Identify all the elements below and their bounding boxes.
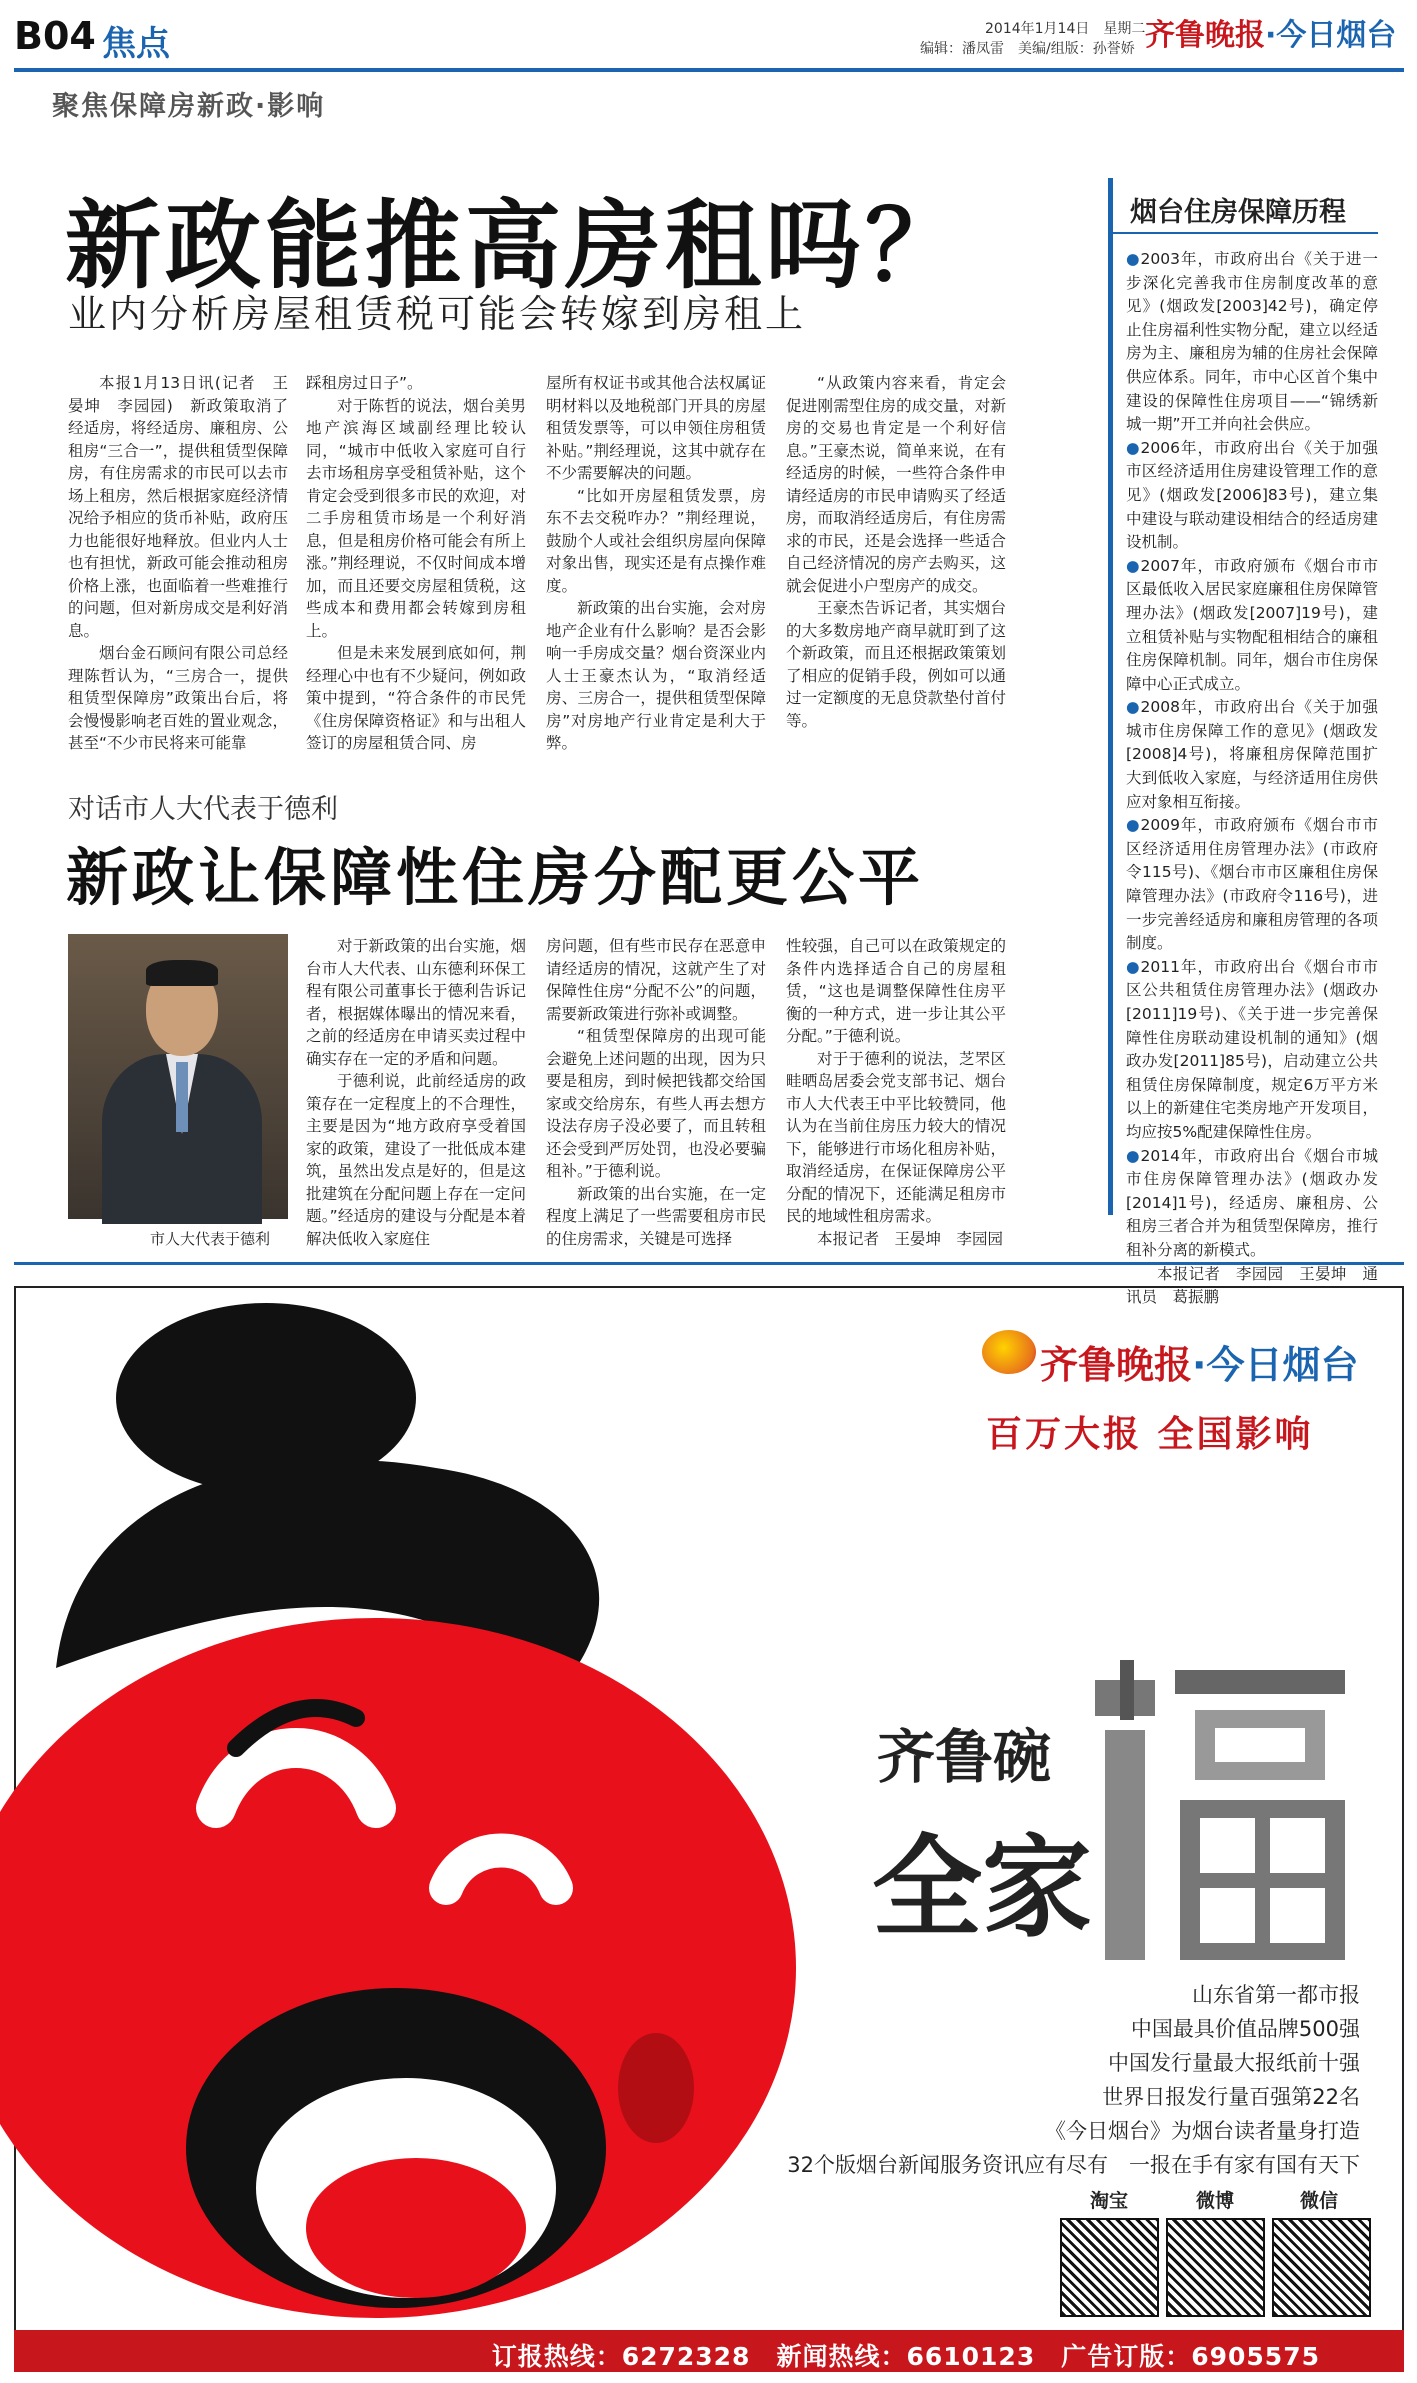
paragraph: 性较强，自己可以在政策规定的条件内选择适合自己的房屋租赁，“这也是调整保障性住房平衡的一种方式，进一步让其公平分配。”于德利说。 bbox=[786, 937, 1006, 1045]
timeline-item: ●2007年，市政府颁布《烟台市市区最低收入居民家庭廉租住房保障管理办法》(烟政发[2007]19号)，建立租赁补贴与实物配租相结合的廉租住房保障机制。同年，烟台市住房保障中心正式成立。 bbox=[1126, 556, 1378, 693]
sidebar-accent bbox=[1108, 178, 1113, 1215]
masthead-brand bbox=[1145, 10, 1396, 54]
taobao-qr-code-icon[interactable] bbox=[1060, 2218, 1159, 2317]
paragraph: 王豪杰告诉记者，其实烟台的大多数房地产商早就盯到了这个新政策，而且还根据政策策划了相应的促销手段，例如可以通过一定额度的无息贷款垫付首付等。 bbox=[786, 599, 1006, 730]
ad-claim: 中国发行量最大报纸前十强 bbox=[1108, 2051, 1360, 2075]
ad-claim: 中国最具价值品牌500强 bbox=[1130, 2017, 1360, 2041]
bullet-icon: ● bbox=[1126, 816, 1141, 835]
article1-column-3 bbox=[546, 372, 766, 752]
paragraph: 于德利说，此前经适房的政策存在一定程度上的不合理性，主要是因为“地方政府享受着国家的政策，建设了一批低成本建筑，虽然出发点是好的，但是这批建筑在分配问题上存在一定问题。”经适房的建设与分配是本着解决低收入家庭住 bbox=[306, 1072, 526, 1248]
paragraph: 屋所有权证书或其他合法权属证明材料以及地税部门开具的房屋租赁发票等，可以申领住房租赁补贴。”荆经理说，这其中就存在不少需要解决的问题。 bbox=[546, 374, 766, 482]
bullet-icon: ● bbox=[1126, 957, 1141, 976]
bullet-icon: ● bbox=[1126, 250, 1141, 268]
bullet-icon: ● bbox=[1126, 556, 1141, 575]
section-name: 焦点 bbox=[102, 24, 170, 64]
article2-headline: 新政让保障性住房分配更公平 bbox=[66, 841, 925, 914]
paragraph: 房问题，但有些市民存在恶意申请经适房的情况，这就产生了对保障性住房“分配不公”的问题，需要新政策进行弥补或调整。 bbox=[546, 937, 766, 1023]
main-subheadline: 业内分析房屋租赁税可能会转嫁到房租上 bbox=[68, 292, 807, 336]
brand-sub: ·今日烟台 bbox=[1265, 18, 1397, 53]
qr-label-taobao: 淘宝 bbox=[1090, 2190, 1129, 2212]
sidebar-timeline bbox=[1126, 248, 1378, 1310]
qr-label-wechat: 微信 bbox=[1300, 2190, 1339, 2212]
laughing-face-illustration bbox=[16, 1288, 896, 2328]
timeline-item: ●2003年，市政府出台《关于进一步深化完善我市住房制度改革的意见》(烟政发[2003]42号)，确定停止住房福利性实物分配，建立以经适房为主、廉租房为辅的住房社会保障供应体系。同年，市中心区首个集中建设的保障性住房项目——“锦绣新城一期”开工并向社会供应。 bbox=[1126, 250, 1378, 434]
weibo-qr-code-icon[interactable] bbox=[1166, 2218, 1265, 2317]
paragraph: 烟台金石顾问有限公司总经理陈哲认为，“三房合一，提供租赁型保障房”政策出台后，将会慢慢影响老百姓的置业观念，甚至“不少市民将来可能靠 bbox=[68, 644, 288, 752]
timeline-item: ●2014年，市政府出台《烟台市城市住房保障管理办法》(烟政办发[2014]1号)，经适房、廉租房、公租房三者合并为租赁型保障房，推行租补分离的新模式。 bbox=[1126, 1146, 1378, 1259]
paragraph: “比如开房屋租赁发票，房东不去交税咋办？”荆经理说，鼓励个人或社会组织房屋向保障对象出售，现实还是有点操作难度。 bbox=[546, 486, 766, 595]
timeline-item: ●2006年，市政府出台《关于加强市区经济适用住房建设管理工作的意见》(烟政发[2006]83号)，建立集中建设与联动建设相结合的经适房建设机制。 bbox=[1126, 438, 1378, 552]
paragraph: 对于于德利的说法，芝罘区畦晒岛居委会党支部书记、烟台市人大代表王中平比较赞同，他认为在当前住房压力较大的情况下，能够进行市场化租房补贴，取消经适房，在保证保障房公平分配的情况下，还能满足租房市民的地域性租房需求。 bbox=[786, 1049, 1006, 1225]
article1-column-1 bbox=[68, 372, 288, 752]
page-number: B04 bbox=[14, 14, 96, 58]
section-divider bbox=[14, 1262, 1404, 1265]
header-rule bbox=[14, 68, 1404, 72]
byline: 本报记者 王晏坤 李园园 bbox=[817, 1229, 1004, 1248]
article2-column-1 bbox=[306, 935, 526, 1248]
fu-character-graphic bbox=[1085, 1660, 1355, 1970]
newspaper-logo-icon bbox=[982, 1330, 1036, 1374]
sidebar-title: 烟台住房保障历程 bbox=[1130, 197, 1346, 228]
portrait-photo bbox=[68, 934, 288, 1219]
article1-column-2 bbox=[306, 372, 526, 752]
ad-claim: 《今日烟台》为烟台读者量身打造 bbox=[1045, 2119, 1360, 2143]
ad-claim: 山东省第一都市报 bbox=[1192, 1983, 1360, 2007]
ad-claims bbox=[780, 1978, 1360, 2182]
paragraph: 但是未来发展到底如何，荆经理心中也有不少疑问，例如政策中提到，“符合条件的市民凭《住房保障资格证》和与出租人签订的房屋租赁合同、房 bbox=[306, 644, 526, 752]
paragraph: 新政策的出台实施，在一定程度上满足了一些需要租房市民的住房需求，关键是可选择 bbox=[546, 1184, 766, 1248]
ad-brand-sub: ·今日烟台 bbox=[1192, 1343, 1359, 1387]
topic-kicker: 聚焦保障房新政·影响 bbox=[52, 91, 326, 122]
article2-column-2 bbox=[546, 935, 766, 1248]
bullet-icon: ● bbox=[1126, 698, 1141, 717]
hotline-text: 订报热线：6272328 新闻热线：6610123 广告订版：6905575 bbox=[491, 2342, 1320, 2371]
article2-kicker: 对话市人大代表于德利 bbox=[68, 794, 338, 825]
sidebar-rule bbox=[1108, 232, 1378, 234]
paragraph: 对于新政策的出台实施，烟台市人大代表、山东德利环保工程有限公司董事长于德利告诉记者，根据媒体曝出的情况来看，之前的经适房在申请买卖过程中确实存在一定的矛盾和问题。 bbox=[306, 937, 526, 1068]
article1-column-4 bbox=[786, 372, 1006, 730]
ad-brand bbox=[1040, 1334, 1358, 1389]
qr-label-weibo: 微博 bbox=[1196, 2190, 1235, 2212]
paragraph: “从政策内容来看，肯定会促进刚需型住房的成交量，对新房的交易也肯定是一个利好信息。”王豪杰说，简单来说，在有经适房的时候，一些符合条件申请经适房的市民申请购买了经适房，而取消经适房后，有住房需求的市民，还是会选择一些适合自己经济情况的房产去购买，这就会促进小户型房产的成交。 bbox=[786, 374, 1006, 595]
timeline-item: ●2008年，市政府出台《关于加强城市住房保障工作的意见》(烟政发[2008]4号)，将廉租房保障范围扩大到低收入家庭，与经济适用住房供应对象相互衔接。 bbox=[1126, 698, 1378, 811]
timeline-item: ●2009年，市政府颁布《烟台市市区经济适用住房管理办法》(市政府令115号)、《烟台市市区廉租住房保障管理办法》(市政府令116号)，进一步完善经适房和廉租房管理的各项制度。 bbox=[1126, 816, 1378, 953]
editor-credits: 编辑：潘凤雷 美编/组版：孙誉娇 bbox=[920, 41, 1135, 57]
sidebar-credit: 本报记者 李园园 王晏坤 通讯员 葛振鹏 bbox=[1126, 1264, 1378, 1307]
wechat-qr-code-icon[interactable] bbox=[1272, 2218, 1371, 2317]
ad-tagline-big: 全家 bbox=[872, 1824, 1092, 1952]
paragraph: 新政策的出台实施，会对房地产企业有什么影响？是否会影响一手房成交量？烟台资深业内人士王豪杰认为，“取消经适房、三房合一，提供租赁型保障房”对房地产行业肯定是利大于弊。 bbox=[546, 599, 766, 752]
bullet-icon: ● bbox=[1126, 1146, 1141, 1165]
photo-caption: 市人大代表于德利 bbox=[150, 1230, 271, 1248]
main-headline: 新政能推高房租吗？ bbox=[65, 190, 965, 302]
ad-tagline-small: 齐鲁碗 bbox=[877, 1723, 1052, 1791]
paragraph: 踩租房过日子”。 bbox=[306, 374, 423, 392]
ad-claim: 32个版烟台新闻服务资讯应有尽有 一报在手有家有国有天下 bbox=[787, 2153, 1360, 2177]
paragraph: 本报1月13日讯(记者 王晏坤 李园园) 新政策取消了经适房，将经适房、廉租房、公租房“三合一”，提供租赁型保障房，有住房需求的市民可以去市场上租房，然后根据家庭经济情况给予相应的货币补贴，政府压力也能很好地释放。但业内人士也有担忧，新政可能会推动租房价格上涨，也面临着一些难推行的问题，但对新房成交是利好消息。 bbox=[68, 374, 288, 640]
paragraph: “租赁型保障房的出现可能会避免上述问题的出现，因为只要是租房，到时候把钱都交给国家或交给房东，有些人再去想方设法存房子没必要了，而且转租还会受到严厉处罚，也没必要骗租补。”于德利说。 bbox=[546, 1027, 766, 1180]
issue-date: 2014年1月14日 星期二 bbox=[985, 21, 1146, 37]
paragraph: 对于陈哲的说法，烟台美男地产滨海区域副经理比较认同，“城市中低收入家庭可自行去市场租房享受租赁补贴，这个肯定会受到很多市民的欢迎，对二手房租赁市场是一个利好消息，但是租房价格可能会有所上涨。”荆经理说，不仅时间成本增加，而且还要交房屋租赁税，这些成本和费用都会转嫁到房租上。 bbox=[306, 396, 526, 640]
hotline-bar bbox=[14, 2330, 1404, 2372]
brand-main: 齐鲁晚报 bbox=[1145, 18, 1265, 53]
bullet-icon: ● bbox=[1126, 438, 1141, 457]
ad-claim: 世界日报发行量百强第22名 bbox=[1102, 2085, 1360, 2109]
ad-brand-main: 齐鲁晚报 bbox=[1040, 1343, 1193, 1387]
ad-slogan: 百万大报 全国影响 bbox=[986, 1414, 1314, 1455]
timeline-item: ●2011年，市政府出台《烟台市市区公共租赁住房管理办法》(烟政办[2011]19号)、《关于进一步完善保障性住房联动建设机制的通知》(烟政办发[2011]85号)，启动建立公共租赁住房保障制度，规定6万平方米以上的新建住宅类房地产开发项目，均应按5%配建保障性住房。 bbox=[1126, 957, 1378, 1141]
article2-column-3 bbox=[786, 935, 1006, 1248]
